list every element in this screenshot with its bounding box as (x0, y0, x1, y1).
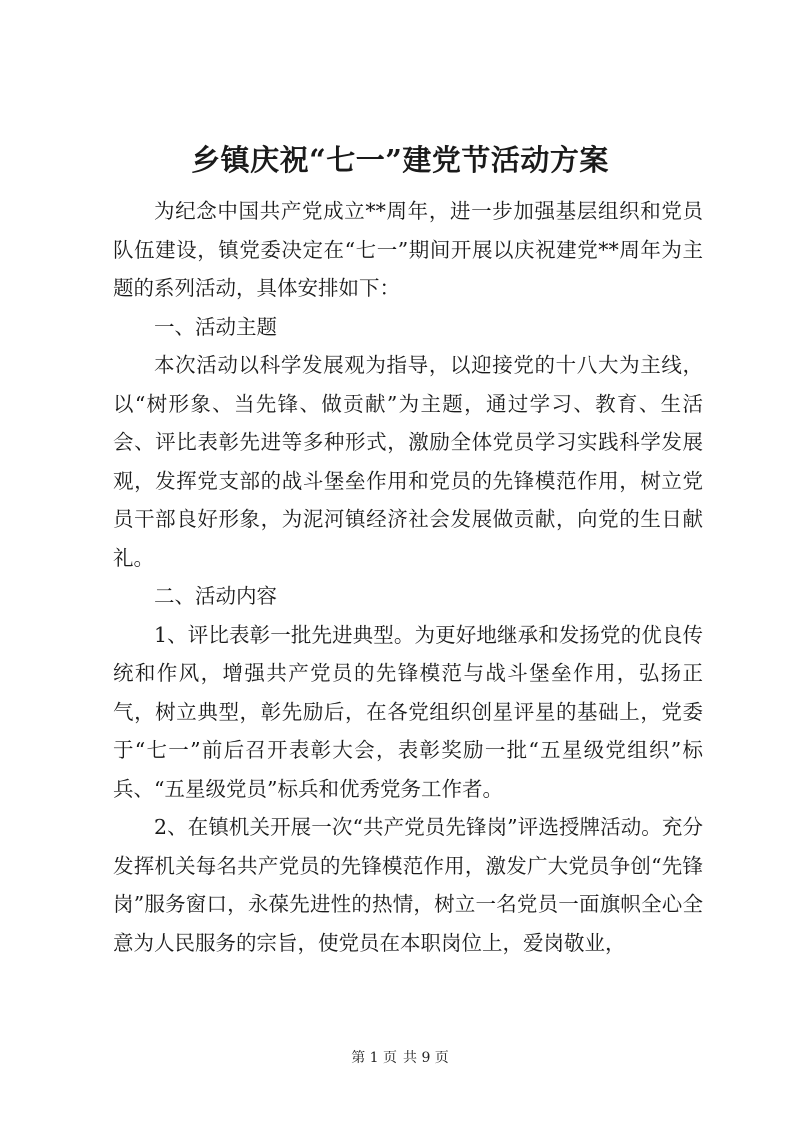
document-body (113, 192, 703, 962)
paragraph-item-1: 1、评比表彰一批先进典型。为更好地继承和发扬党的优良传统和作风，增强共产党员的先锋模范与战斗堡垒作用，弘扬正气，树立典型，彰先励后，在各党组织创星评星的基础上，党委于“七一”前后召开表彰大会，表彰奖励一批“五星级党组织”标兵、“五星级党员”标兵和优秀党务工作者。 (113, 622, 703, 801)
paragraph-item-2: 2、在镇机关开展一次“共产党员先锋岗”评选授牌活动。充分发挥机关每名共产党员的先锋模范作用，激发广大党员争创“先锋岗”服务窗口，永葆先进性的热情，树立一名党员一面旗帜全心全意为人民服务的宗旨，使党员在本职岗位上，爱岗敬业， (113, 815, 703, 955)
page-footer (0, 1047, 800, 1067)
page-number: 第 1 页 (351, 1050, 397, 1066)
page-total: 共 9 页 (403, 1050, 449, 1066)
page-title: 乡镇庆祝“七一”建党节活动方案 (191, 143, 609, 177)
paragraph-theme: 本次活动以科学发展观为指导，以迎接党的十八大为主线，以“树形象、当先锋、做贡献”为主题，通过学习、教育、生活会、评比表彰先进等多种形式，激励全体党员学习实践科学发展观，发挥党支部的战斗堡垒作用和党员的先锋模范作用，树立党员干部良好形象，为泥河镇经济社会发展做贡献，向党的生日献礼。 (113, 353, 703, 570)
paragraph-intro: 为纪念中国共产党成立**周年，进一步加强基层组织和党员队伍建设，镇党委决定在“七一”期间开展以庆祝建党**周年为主题的系列活动，具体安排如下： (113, 199, 703, 300)
section-heading-content: 二、活动内容 (154, 584, 277, 608)
section-heading-theme: 一、活动主题 (154, 314, 277, 339)
